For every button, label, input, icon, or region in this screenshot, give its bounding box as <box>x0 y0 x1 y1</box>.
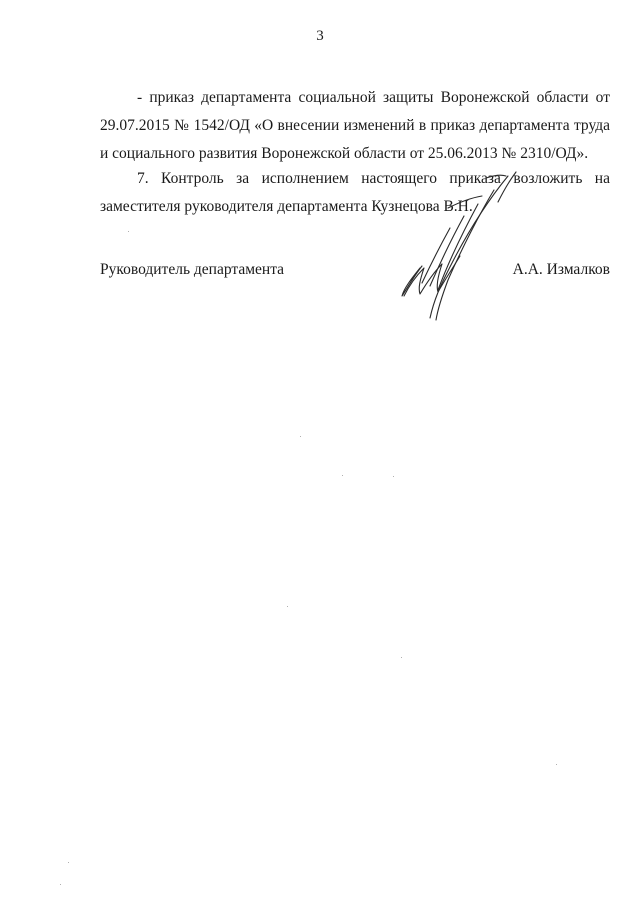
scan-speck <box>68 862 69 863</box>
scan-speck <box>393 476 394 477</box>
scan-speck <box>60 884 61 885</box>
scan-speck <box>556 764 557 765</box>
scan-speck <box>128 231 129 232</box>
handwritten-signature <box>390 168 520 328</box>
paragraph-line: и социального развития Воронежской области от 25.06.2013 № 2310/ОД». <box>100 145 589 162</box>
signer-name: А.А. Измалков <box>512 261 610 278</box>
paragraph-line: - приказ департамента социальной защиты Воронежской области от <box>137 89 610 106</box>
scan-speck <box>342 475 343 476</box>
page-number: 3 <box>316 28 324 44</box>
paragraph-line: 7. Контроль за исполнением настоящего приказа возложить на <box>137 170 610 187</box>
paragraph-line: заместителя руководителя департамента Кузнецова В.Н. <box>100 198 473 215</box>
paragraph-item-7 <box>100 165 610 221</box>
paragraph-order-reference <box>100 84 610 168</box>
scan-speck <box>401 657 402 658</box>
signer-position-title: Руководитель департамента <box>100 261 285 278</box>
scan-speck <box>287 606 288 607</box>
scan-speck <box>300 436 301 437</box>
paragraph-line: 29.07.2015 № 1542/ОД «О внесении изменений в приказ департамента труда <box>100 117 610 134</box>
